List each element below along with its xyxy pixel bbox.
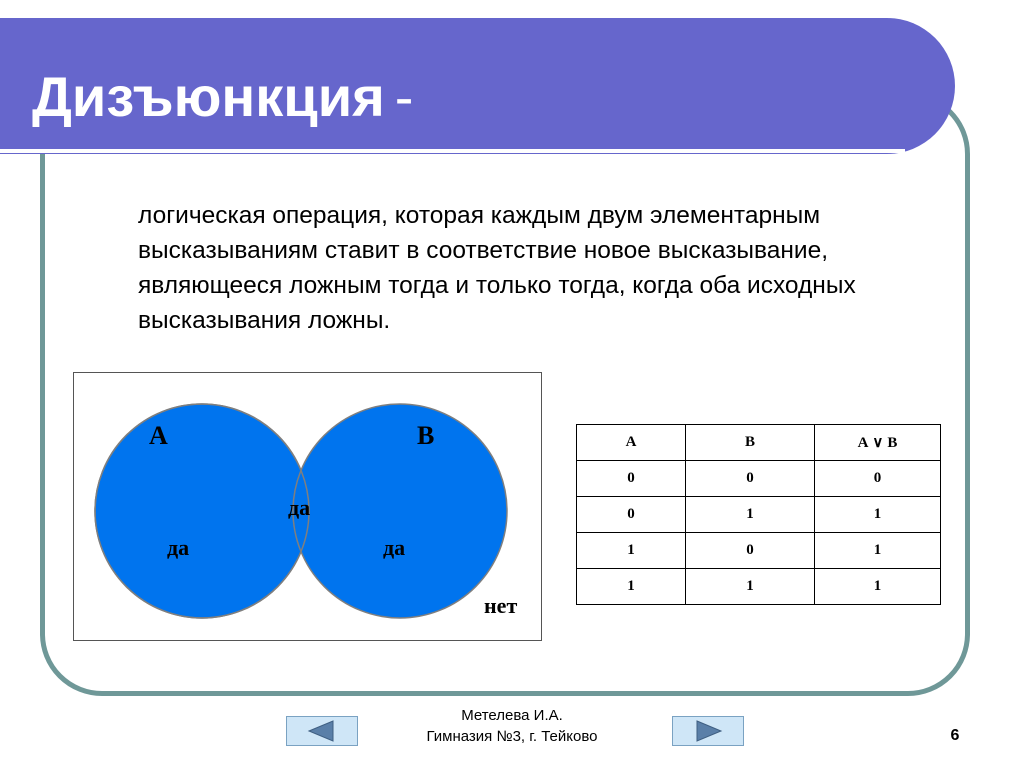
table-row bbox=[577, 569, 941, 605]
cell-result: 1 bbox=[815, 497, 941, 533]
venn-diagram bbox=[73, 372, 542, 641]
header-a-or-b bbox=[815, 425, 941, 461]
prev-slide-button[interactable] bbox=[286, 716, 358, 746]
table-row bbox=[577, 533, 941, 569]
set-a-label: A bbox=[149, 421, 168, 450]
table-header-row bbox=[577, 425, 941, 461]
truth-table bbox=[576, 424, 941, 605]
intersection-label: да bbox=[288, 495, 311, 520]
cell-b: 1 bbox=[686, 569, 815, 605]
table-row bbox=[577, 497, 941, 533]
cell-a: 0 bbox=[577, 461, 686, 497]
cell-result: 1 bbox=[815, 569, 941, 605]
cell-a: 1 bbox=[577, 533, 686, 569]
circle-b bbox=[293, 404, 507, 618]
cell-a: 0 bbox=[577, 497, 686, 533]
cell-b: 1 bbox=[686, 497, 815, 533]
set-b-label: B bbox=[417, 421, 435, 450]
title-bar bbox=[0, 18, 955, 154]
arrow-right-icon bbox=[673, 717, 743, 745]
cell-result: 0 bbox=[815, 461, 941, 497]
next-slide-button[interactable] bbox=[672, 716, 744, 746]
circle-a bbox=[95, 404, 309, 618]
header-result-b: B bbox=[887, 435, 898, 451]
header-b: B bbox=[686, 425, 815, 461]
footer-school: Гимназия №3, г. Тейково bbox=[426, 728, 598, 745]
table-row bbox=[577, 461, 941, 497]
arrow-left-icon bbox=[287, 717, 357, 745]
cell-a: 1 bbox=[577, 569, 686, 605]
only-a-label: да bbox=[167, 535, 190, 560]
header-result-a: A bbox=[857, 435, 869, 451]
header-a: A bbox=[577, 425, 686, 461]
cell-b: 0 bbox=[686, 461, 815, 497]
footer-author: Метелева И.А. bbox=[461, 707, 563, 724]
title-dash: - bbox=[394, 65, 414, 128]
definition-text: логическая операция, которая каждым двум элементарным высказываниям ставит в соответствие новое высказывание, являющееся ложным тогда и только тогда, когда оба исходных высказывания ложны. bbox=[138, 202, 856, 334]
slide-title bbox=[32, 64, 413, 129]
only-b-label: да bbox=[383, 535, 406, 560]
title-word: Дизъюнкция bbox=[32, 65, 385, 128]
outside-label: нет bbox=[484, 593, 518, 618]
cell-b: 0 bbox=[686, 533, 815, 569]
cell-result: 1 bbox=[815, 533, 941, 569]
page-number: 6 bbox=[950, 727, 960, 744]
or-symbol: ∨ bbox=[872, 435, 884, 451]
title-underline bbox=[0, 149, 905, 153]
